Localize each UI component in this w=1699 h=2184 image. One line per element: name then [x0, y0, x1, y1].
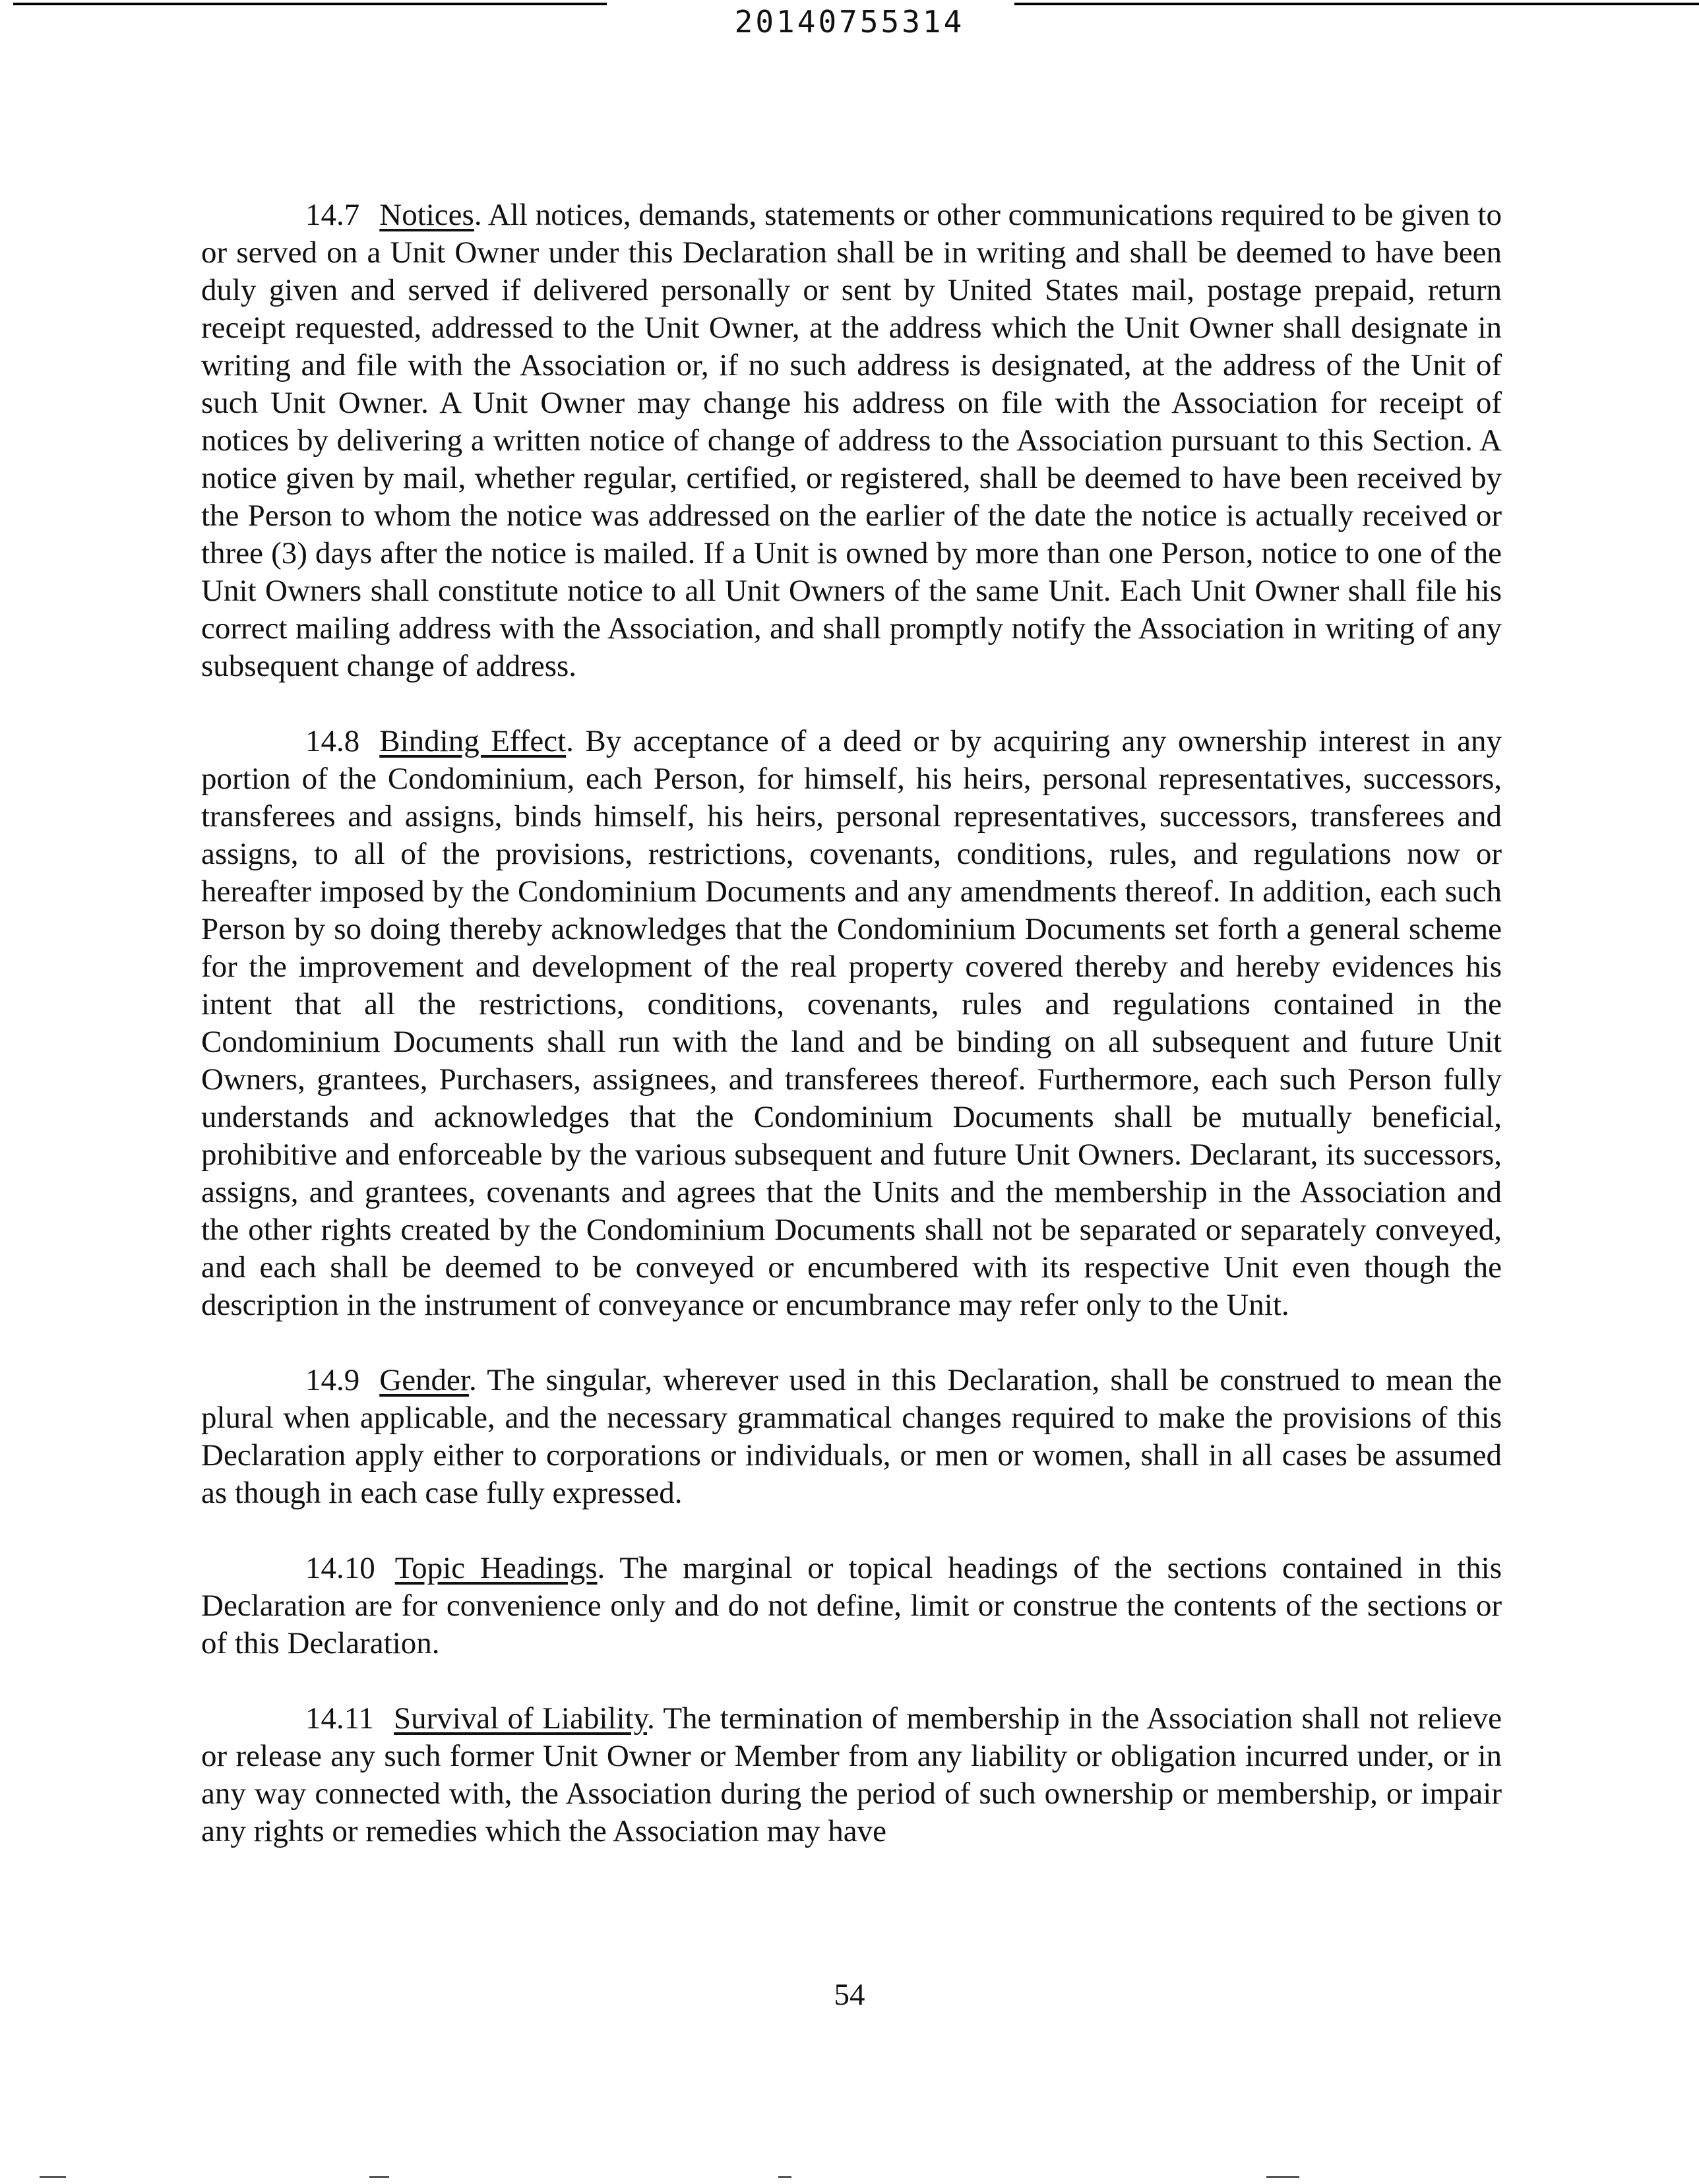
section-number: 14.8: [305, 724, 360, 758]
section-heading: Gender: [379, 1363, 469, 1397]
section-text: . The marginal or topical headings of the sections contained in this Declaration are for convenience only and do not define, limit or construe the contents of the sections or of this Declaration.: [201, 1551, 1502, 1660]
scan-artifact: [1266, 2176, 1299, 2178]
page-number: 54: [834, 1978, 865, 2012]
section-14-8: [201, 723, 1502, 1324]
scan-artifact: [778, 2176, 791, 2178]
document-number: 20140755314: [734, 4, 965, 40]
section-text: . The singular, wherever used in this Declaration, shall be construed to mean the plural when applicable, and the necessary grammatical changes required to make the provisions of this Declaration apply either to corporations or individuals, or men or women, shall in all cases be assumed as though in each case fully expressed.: [201, 1363, 1502, 1510]
section-14-11: [201, 1700, 1502, 1850]
section-14-7: [201, 197, 1502, 685]
section-heading: Topic Headings: [394, 1551, 598, 1585]
document-body: [201, 197, 1502, 1850]
section-number: 14.10: [305, 1551, 375, 1585]
section-number: 14.7: [305, 198, 360, 232]
section-14-10: [201, 1550, 1502, 1662]
section-text: . The termination of membership in the Association shall not relieve or release any such former Unit Owner or Member from any liability or obligation incurred under, or in any way connected with, the Association during the period of such ownership or membership, or impair any rights or remedies which the Association may have: [201, 1701, 1502, 1848]
scan-artifact: [40, 2176, 66, 2178]
section-text: . By acceptance of a deed or by acquiring any ownership interest in any portion of the Condominium, each Person, for himself, his heirs, personal representatives, successors, transferees and assigns, binds himself, his heirs, personal representatives, successors, transferees and assigns, to all of the provisions, restrictions, covenants, conditions, rules, and regulations now or hereafter imposed by the Condominium Documents and any amendments thereof. In addition, each such Person by so doing thereby acknowledges that the Condominium Documents set forth a general scheme for the improvement and development of the real property covered thereby and hereby evidences his intent that all the restrictions, conditions, covenants, rules and regulations contained in the Condominium Documents shall run with the land and be binding on all subsequent and future Unit Owners, grantees, Purchasers, assignees, and transferees thereof. Furthermore, each such Person fully understands and acknowledges that the Condominium Documents shall be mutually beneficial, prohibitive and enforceable by the various subsequent and future Unit Owners. Declarant, its successors, assigns, and grantees, covenants and agrees that the Units and the membership in the Association and the other rights created by the Condominium Documents shall not be separated or separately conveyed, and each shall be deemed to be conveyed or encumbered with its respective Unit even though the description in the instrument of conveyance or encumbrance may refer only to the Unit.: [201, 724, 1502, 1322]
section-heading: Binding Effect: [379, 724, 567, 758]
scan-artifact: [369, 2176, 389, 2178]
section-14-9: [201, 1362, 1502, 1512]
section-heading: Survival of Liability: [394, 1701, 648, 1736]
section-number: 14.11: [305, 1701, 375, 1736]
section-heading: Notices: [379, 198, 474, 232]
section-number: 14.9: [305, 1363, 360, 1397]
section-text: . All notices, demands, statements or other communications required to be given to or served on a Unit Owner under this Declaration shall be in writing and shall be deemed to have been duly given and served if delivered personally or sent by United States mail, postage prepaid, return receipt requested, addressed to the Unit Owner, at the address which the Unit Owner shall designate in writing and file with the Association or, if no such address is designated, at the address of the Unit of such Unit Owner. A Unit Owner may change his address on file with the Association for receipt of notices by delivering a written notice of change of address to the Association pursuant to this Section. A notice given by mail, whether regular, certified, or registered, shall be deemed to have been received by the Person to whom the notice was addressed on the earlier of the date the notice is actually received or three (3) days after the notice is mailed. If a Unit is owned by more than one Person, notice to one of the Unit Owners shall constitute notice to all Unit Owners of the same Unit. Each Unit Owner shall file his correct mailing address with the Association, and shall promptly notify the Association in writing of any subsequent change of address.: [201, 198, 1502, 683]
